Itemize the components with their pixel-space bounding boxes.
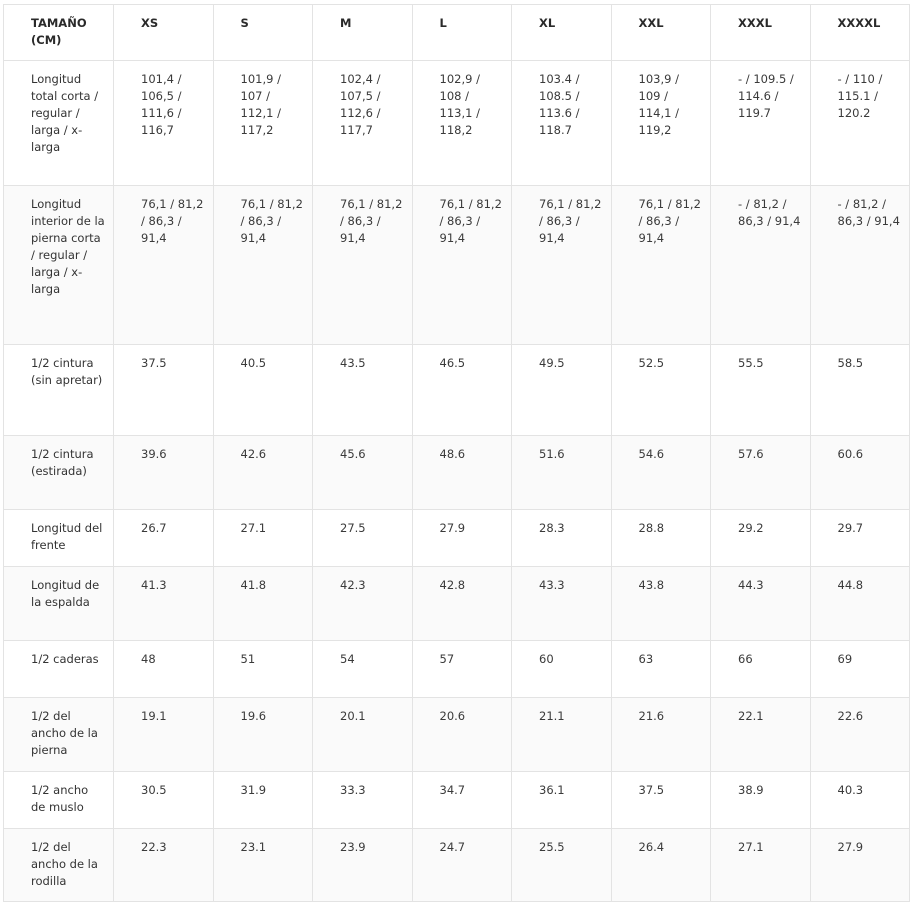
table-cell: 22.6	[810, 698, 910, 772]
table-cell: 36.1	[512, 772, 612, 829]
header-size-m: M	[313, 5, 413, 61]
table-cell: 76,1 / 81,2 / 86,3 / 91,4	[611, 186, 711, 345]
table-cell: 57	[412, 641, 512, 698]
table-cell: 37.5	[611, 772, 711, 829]
table-cell: 40.3	[810, 772, 910, 829]
table-cell: 55.5	[711, 345, 811, 436]
table-cell: 69	[810, 641, 910, 698]
table-cell: 63	[611, 641, 711, 698]
table-row	[4, 61, 910, 186]
table-cell: 27.9	[810, 829, 910, 902]
row-label: 1/2 caderas	[4, 641, 114, 698]
table-cell: - / 109.5 / 114.6 / 119.7	[711, 61, 811, 186]
table-cell: - / 81,2 / 86,3 / 91,4	[810, 186, 910, 345]
header-size-l: L	[412, 5, 512, 61]
table-cell: 76,1 / 81,2 / 86,3 / 91,4	[313, 186, 413, 345]
table-cell: 101,4 / 106,5 / 111,6 / 116,7	[114, 61, 214, 186]
table-cell: 45.6	[313, 436, 413, 510]
row-label: 1/2 del ancho de la rodilla	[4, 829, 114, 902]
table-cell: 42.8	[412, 567, 512, 641]
table-cell: 51	[213, 641, 313, 698]
table-cell: 33.3	[313, 772, 413, 829]
table-cell: 21.6	[611, 698, 711, 772]
table-cell: 26.4	[611, 829, 711, 902]
table-cell: 39.6	[114, 436, 214, 510]
table-cell: 60.6	[810, 436, 910, 510]
row-label: 1/2 cintura (sin apretar)	[4, 345, 114, 436]
table-row	[4, 345, 910, 436]
table-cell: 41.3	[114, 567, 214, 641]
row-label: Longitud del frente	[4, 510, 114, 567]
table-row	[4, 436, 910, 510]
table-cell: 21.1	[512, 698, 612, 772]
table-cell: 76,1 / 81,2 / 86,3 / 91,4	[412, 186, 512, 345]
table-cell: 46.5	[412, 345, 512, 436]
table-cell: 102,9 / 108 / 113,1 / 118,2	[412, 61, 512, 186]
row-label: 1/2 ancho de muslo	[4, 772, 114, 829]
table-cell: 20.6	[412, 698, 512, 772]
header-size-xxxl: XXXL	[711, 5, 811, 61]
table-cell: 27.1	[711, 829, 811, 902]
table-cell: 28.3	[512, 510, 612, 567]
table-row	[4, 829, 910, 902]
table-header	[4, 5, 910, 61]
table-cell: 60	[512, 641, 612, 698]
table-cell: 41.8	[213, 567, 313, 641]
header-size-xs: XS	[114, 5, 214, 61]
table-cell: 66	[711, 641, 811, 698]
size-chart-table	[3, 4, 910, 902]
table-cell: 44.8	[810, 567, 910, 641]
header-size-xl: XL	[512, 5, 612, 61]
header-size-s: S	[213, 5, 313, 61]
table-cell: 23.9	[313, 829, 413, 902]
table-cell: 51.6	[512, 436, 612, 510]
table-cell: 40.5	[213, 345, 313, 436]
table-cell: - / 81,2 / 86,3 / 91,4	[711, 186, 811, 345]
table-cell: - / 110 / 115.1 / 120.2	[810, 61, 910, 186]
table-cell: 26.7	[114, 510, 214, 567]
table-cell: 43.3	[512, 567, 612, 641]
table-cell: 24.7	[412, 829, 512, 902]
table-cell: 37.5	[114, 345, 214, 436]
table-row	[4, 698, 910, 772]
table-cell: 27.5	[313, 510, 413, 567]
table-cell: 31.9	[213, 772, 313, 829]
header-row	[4, 5, 910, 61]
table-row	[4, 510, 910, 567]
table-cell: 42.3	[313, 567, 413, 641]
table-cell: 29.7	[810, 510, 910, 567]
table-cell: 101,9 / 107 / 112,1 / 117,2	[213, 61, 313, 186]
table-cell: 103.4 / 108.5 / 113.6 / 118.7	[512, 61, 612, 186]
table-cell: 76,1 / 81,2 / 86,3 / 91,4	[114, 186, 214, 345]
table-cell: 43.8	[611, 567, 711, 641]
table-cell: 102,4 / 107,5 / 112,6 / 117,7	[313, 61, 413, 186]
table-cell: 52.5	[611, 345, 711, 436]
table-cell: 54.6	[611, 436, 711, 510]
table-row	[4, 186, 910, 345]
row-label: Longitud interior de la pierna corta / regular / larga / x-larga	[4, 186, 114, 345]
table-cell: 29.2	[711, 510, 811, 567]
table-cell: 48.6	[412, 436, 512, 510]
table-row	[4, 567, 910, 641]
table-cell: 103,9 / 109 / 114,1 / 119,2	[611, 61, 711, 186]
table-cell: 28.8	[611, 510, 711, 567]
table-cell: 76,1 / 81,2 / 86,3 / 91,4	[512, 186, 612, 345]
table-row	[4, 772, 910, 829]
table-cell: 57.6	[711, 436, 811, 510]
table-cell: 20.1	[313, 698, 413, 772]
table-cell: 25.5	[512, 829, 612, 902]
row-label: 1/2 del ancho de la pierna	[4, 698, 114, 772]
table-cell: 76,1 / 81,2 / 86,3 / 91,4	[213, 186, 313, 345]
table-cell: 27.1	[213, 510, 313, 567]
table-cell: 42.6	[213, 436, 313, 510]
table-cell: 48	[114, 641, 214, 698]
table-cell: 38.9	[711, 772, 811, 829]
table-cell: 19.6	[213, 698, 313, 772]
header-size-xxxxl: XXXXL	[810, 5, 910, 61]
table-cell: 22.3	[114, 829, 214, 902]
table-cell: 49.5	[512, 345, 612, 436]
row-label: 1/2 cintura (estirada)	[4, 436, 114, 510]
header-size-xxl: XXL	[611, 5, 711, 61]
row-label: Longitud de la espalda	[4, 567, 114, 641]
table-cell: 27.9	[412, 510, 512, 567]
table-row	[4, 641, 910, 698]
table-body	[4, 61, 910, 902]
table-cell: 54	[313, 641, 413, 698]
table-cell: 22.1	[711, 698, 811, 772]
table-cell: 34.7	[412, 772, 512, 829]
table-cell: 44.3	[711, 567, 811, 641]
table-cell: 19.1	[114, 698, 214, 772]
table-cell: 23.1	[213, 829, 313, 902]
table-cell: 43.5	[313, 345, 413, 436]
table-cell: 30.5	[114, 772, 214, 829]
table-cell: 58.5	[810, 345, 910, 436]
header-size-label: TAMAÑO (CM)	[4, 5, 114, 61]
row-label: Longitud total corta / regular / larga / x-larga	[4, 61, 114, 186]
